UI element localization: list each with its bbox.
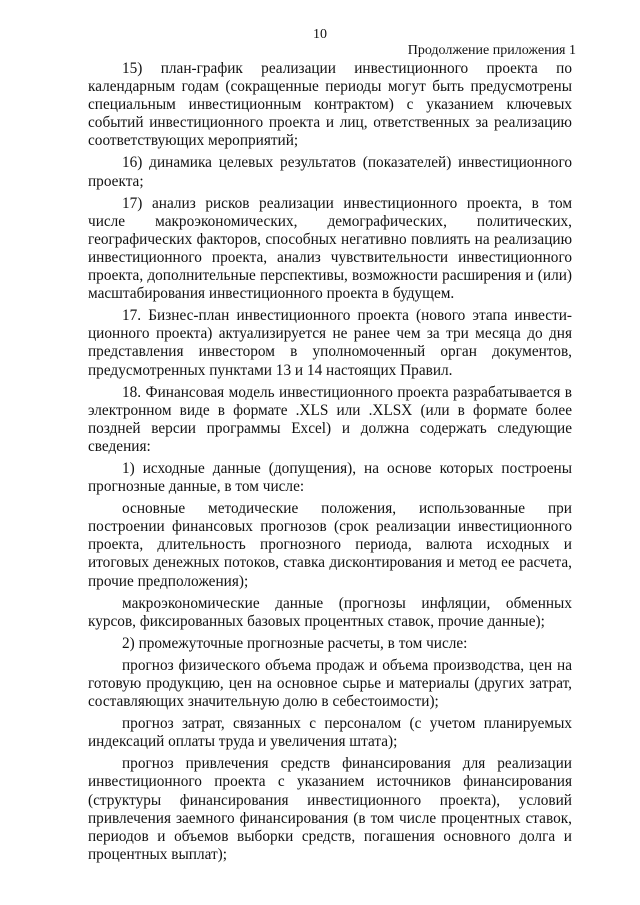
paragraph-subitem-2: 2) промежуточные прогнозные расчеты, в том числе: <box>122 634 468 652</box>
document-body <box>88 60 572 864</box>
page-number: 10 <box>313 27 327 42</box>
paragraph-item-15: 15) план-график реализации инвестиционного проекта по календарным годам (сокращенные периоды могут быть предусмотрены специальным инвестиционным контрактом) с указанием ключевых событий инвестиционного проекта и лиц, ответственных за реализацию соответствующих мероприятий; <box>88 60 572 150</box>
paragraph-clause-18: 18. Финансовая модель инвестиционного проекта разрабатывается в электронном виде в формате .XLS или .XLSX (или в формате более поздней версии программы Excel) и должна содержать следующие сведения: <box>88 383 572 455</box>
paragraph-clause-17: 17. Бизнес-план инвестиционного проекта (нового этапа инвести-ционного проекта) актуализируется не ранее чем за три месяца до дня представления инвестором в уполномоченный орган документов, предусмотренных пунктами 13 и 14 настоящих Правил. <box>88 307 572 379</box>
paragraph-financing-forecast: прогноз привлечения средств финансирования для реализации инвестиционного проекта с указанием источников финансирования (структуры финансирования инвестиционного проекта), условий привлечения заемного финансирования (в том числе процентных ставок, периодов и объемов выборки средств, погашения основного долга и процентных выплат); <box>88 755 572 863</box>
paragraph-personnel-costs: прогноз затрат, связанных с персоналом (с учетом планируемых индексаций оплаты труда и увеличения штата); <box>88 715 572 751</box>
paragraph-item-17: 17) анализ рисков реализации инвестиционного проекта, в том числе макроэкономических, демографических, политических, географических факторов, способных негативно повлиять на реализацию инвестиционного проекта, анализ чувствительности инвестиционного проекта, дополнительные перспективы, возможности расширения и (или) масштабирования инвестиционного проекта в будущем. <box>88 194 572 303</box>
running-header: Продолжение приложения 1 <box>407 43 576 58</box>
paragraph-item-16: 16) динамика целевых результатов (показателей) инвестиционного проекта; <box>88 154 572 190</box>
paragraph-sales-forecast: прогноз физического объема продаж и объема производства, цен на готовую продукцию, цен на основное сырье и материалы (других затрат, составляющих значительную долю в себестоимости); <box>88 656 572 711</box>
paragraph-subitem-1: 1) исходные данные (допущения), на основе которых построены прогнозные данные, в том числе: <box>88 459 572 496</box>
paragraph-macro-data: макроэкономические данные (прогнозы инфляции, обменных курсов, фиксированных базовых процентных ставок, прочие данные); <box>88 594 572 630</box>
paragraph-methodology: основные методические положения, использованные при построении финансовых прогнозов (срок реализации инвестиционного проекта, длительность прогнозного периода, валюта исходных и итоговых денежных потоков, ставка дисконтирования и метод ее расчета, прочие предположения); <box>88 500 572 590</box>
